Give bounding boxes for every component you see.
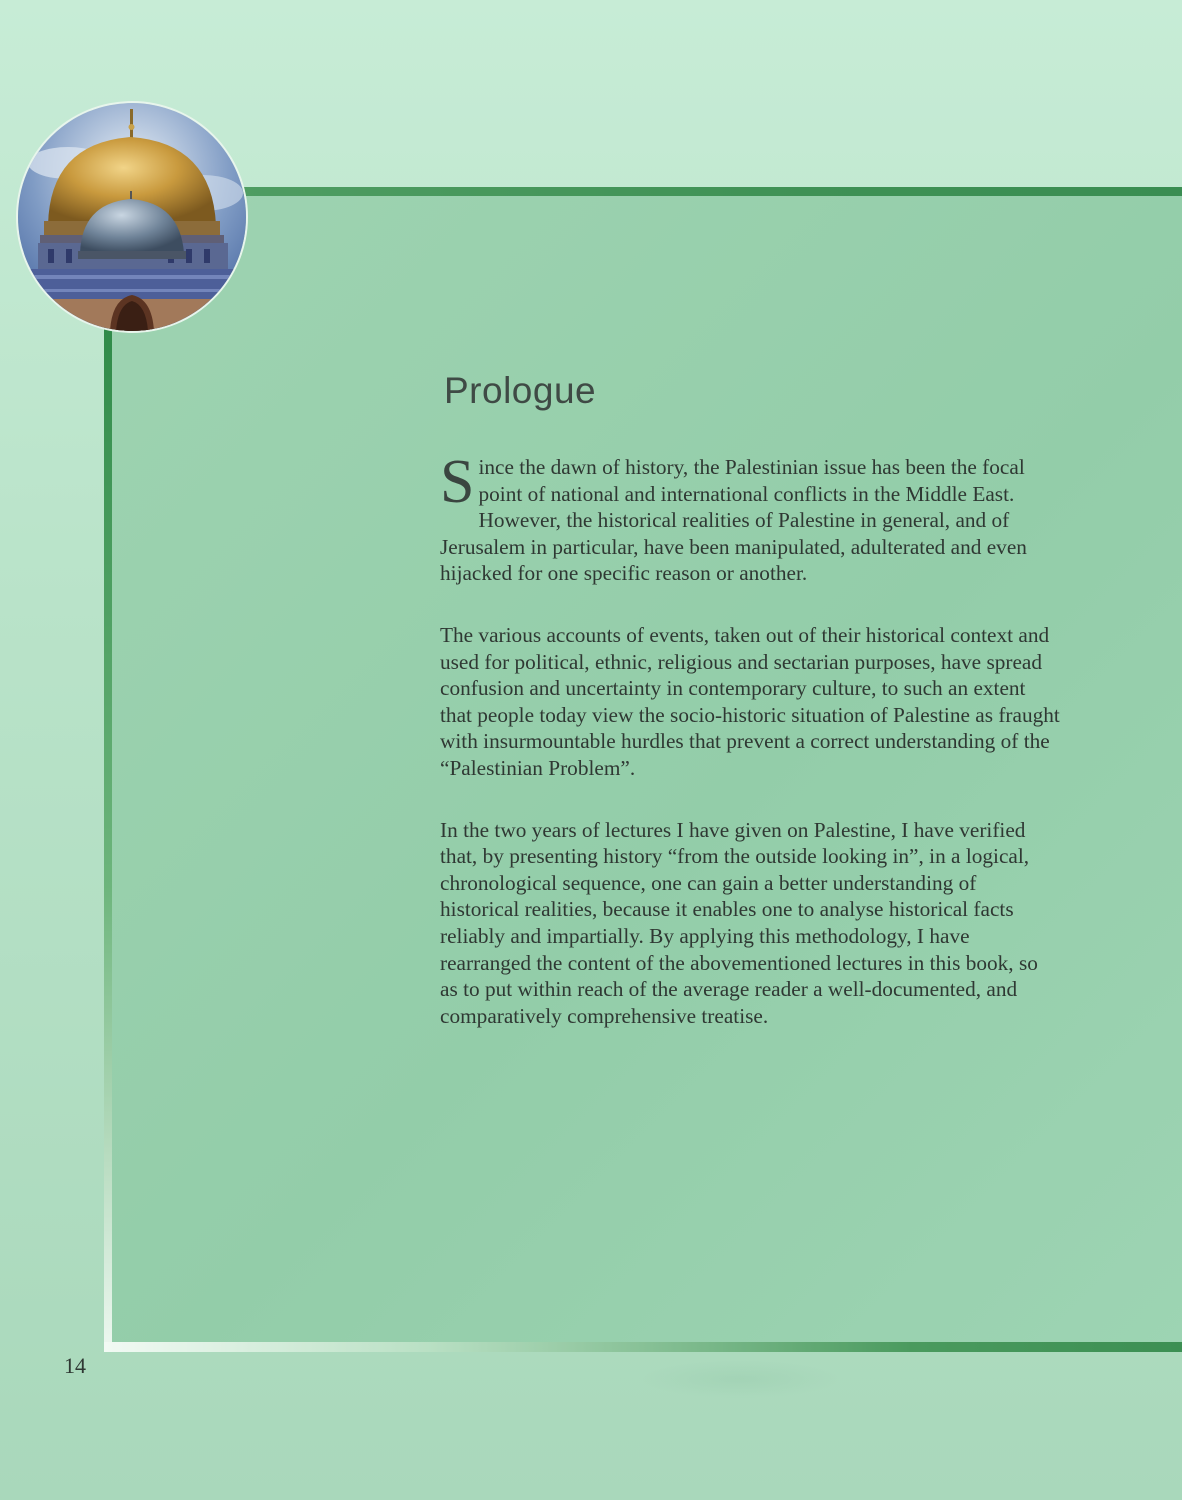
drop-cap: S [440, 448, 475, 516]
paragraph-2: The various accounts of events, taken out of their historical context and used for political, ethnic, religious and sectarian purposes, have spread confusion and uncertainty in contemporary culture, to such an extent that people today view the socio-historic situation of Palestine as fraught with insurmountable hurdles that prevent a correct understanding of the “Palestinian Problem”. [440, 622, 1060, 780]
paragraph-1-text: ince the dawn of history, the Palestinian issue has been the focal point of national and international conflicts in the Middle East. However, the historical realities of Palestine in general, and of Jerusalem in particular, have been manipulated, adulterated and even hijacked for one specific reason or another. [440, 455, 1027, 586]
page-title: Prologue [444, 370, 597, 411]
print-stain [640, 1360, 840, 1398]
dome-photo [18, 103, 246, 331]
left-rule [104, 318, 112, 1352]
paragraph-3: In the two years of lectures I have given on Palestine, I have verified that, by presenting history “from the outside looking in”, in a logical, chronological sequence, one can gain a better understanding of historical realities, because it enables one to analyse historical facts reliably and impartially. By applying this methodology, I have rearranged the content of the abovementioned lectures in this book, so as to put within reach of the average reader a well-documented, and comparatively comprehensive treatise. [440, 817, 1038, 1028]
top-rule [240, 187, 1182, 196]
page-number: 14 [64, 1353, 86, 1378]
prologue-body [440, 448, 1060, 1064]
bottom-rule [104, 1342, 1182, 1352]
paragraph-1 [440, 448, 1060, 587]
dome-photo-emblem [18, 103, 246, 331]
